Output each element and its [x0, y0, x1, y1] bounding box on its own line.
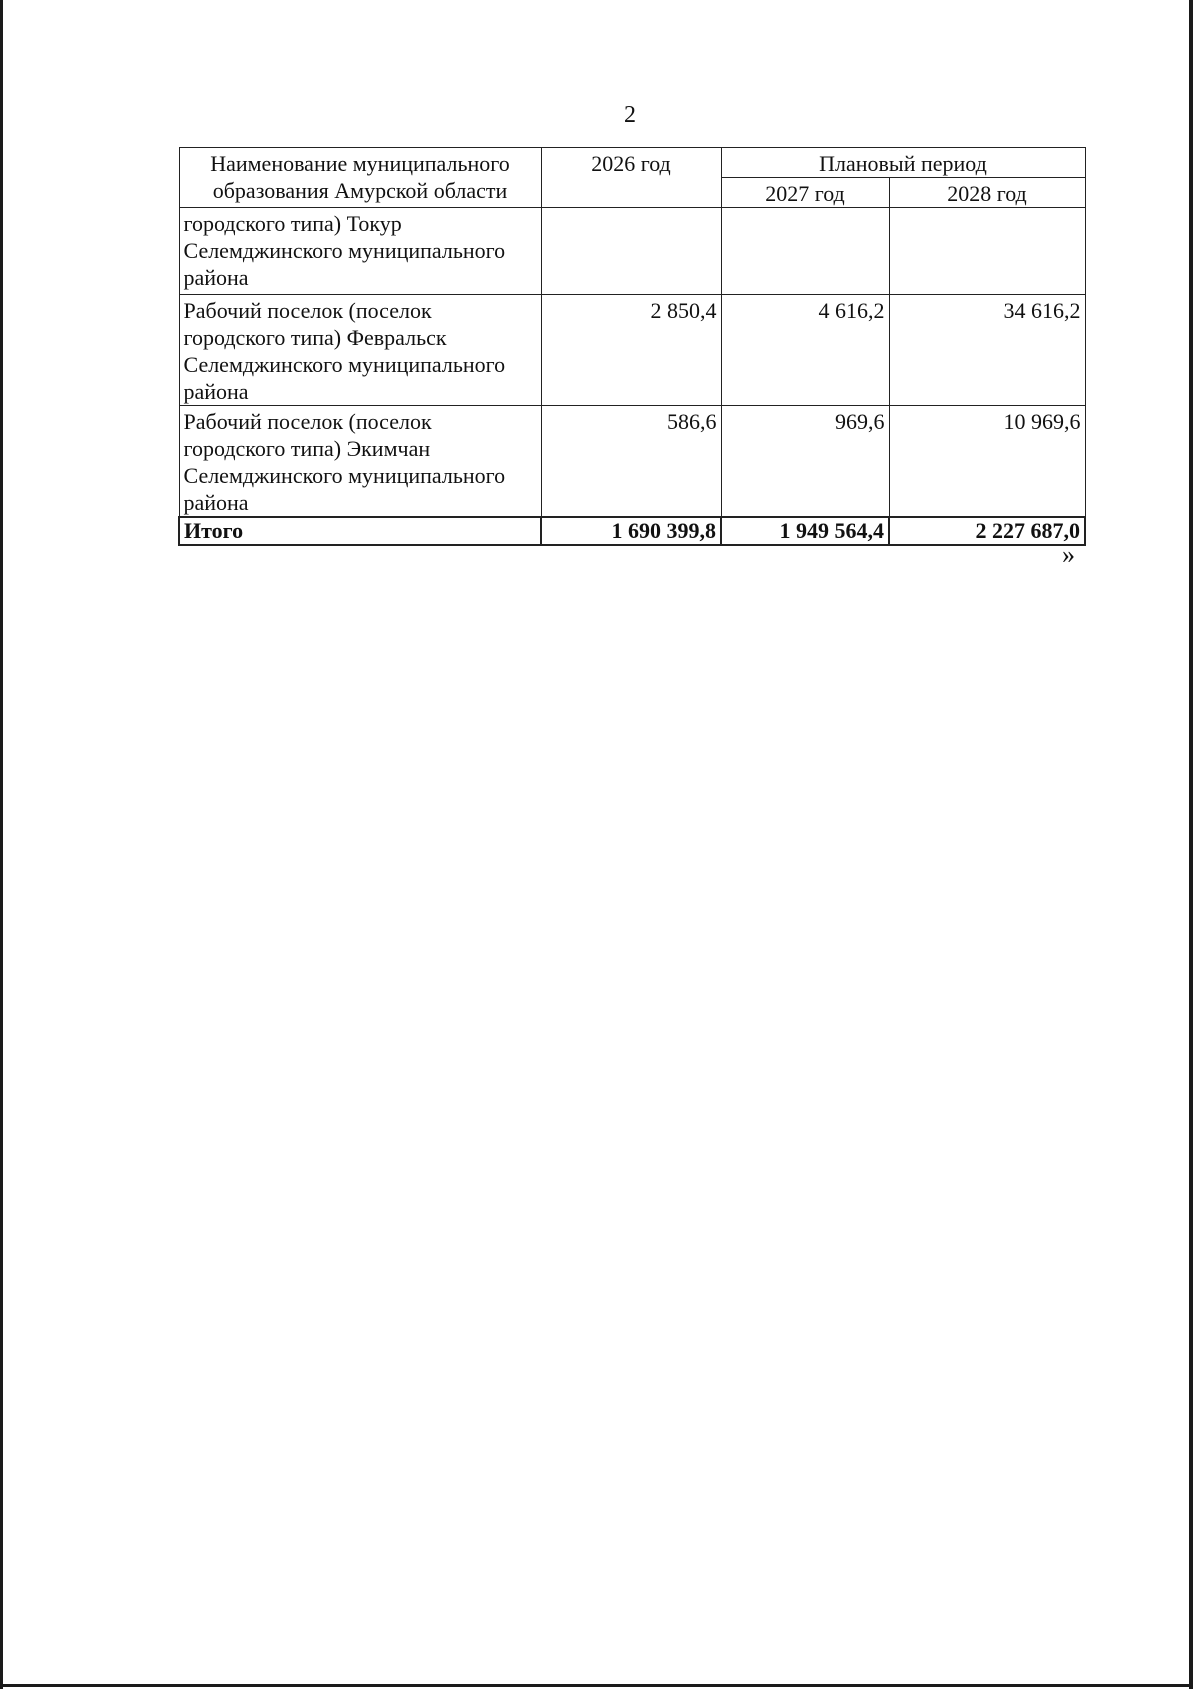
row-value-2028: 34 616,2 [889, 295, 1085, 406]
row-value-2028 [889, 208, 1085, 295]
scan-border-bottom [0, 1684, 1193, 1687]
scan-border-right [1189, 0, 1193, 1689]
scan-border-left [0, 0, 3, 1689]
row-value-2027: 4 616,2 [721, 295, 889, 406]
total-value-2028: 2 227 687,0 [889, 517, 1085, 545]
header-year-2028: 2028 год [889, 178, 1085, 208]
row-name: городского типа) Токур Селемджинского муниципального района [179, 208, 541, 295]
total-value-2027: 1 949 564,4 [721, 517, 889, 545]
row-value-2026: 2 850,4 [541, 295, 721, 406]
header-municipality-name: Наименование муниципального образования Амурской области [179, 148, 541, 208]
row-name: Рабочий поселок (поселок городского типа) Экимчан Селемджинского муниципального района [179, 406, 541, 518]
header-planned-period: Плановый период [721, 148, 1085, 178]
header-year-2027: 2027 год [721, 178, 889, 208]
header-year-2026: 2026 год [541, 148, 721, 208]
total-value-2026: 1 690 399,8 [541, 517, 721, 545]
table-total-row [179, 517, 1085, 545]
page-number: 2 [624, 102, 636, 128]
allocation-table [178, 147, 1086, 546]
row-value-2028: 10 969,6 [889, 406, 1085, 518]
row-name: Рабочий поселок (поселок городского типа) Февральск Селемджинского муниципального района [179, 295, 541, 406]
row-value-2027: 969,6 [721, 406, 889, 518]
table-row [179, 406, 1085, 518]
table-header-row [179, 148, 1085, 178]
table-row [179, 208, 1085, 295]
row-value-2026 [541, 208, 721, 295]
total-label: Итого [179, 517, 541, 545]
closing-quote: » [1062, 540, 1075, 569]
row-value-2026: 586,6 [541, 406, 721, 518]
table-row [179, 295, 1085, 406]
row-value-2027 [721, 208, 889, 295]
